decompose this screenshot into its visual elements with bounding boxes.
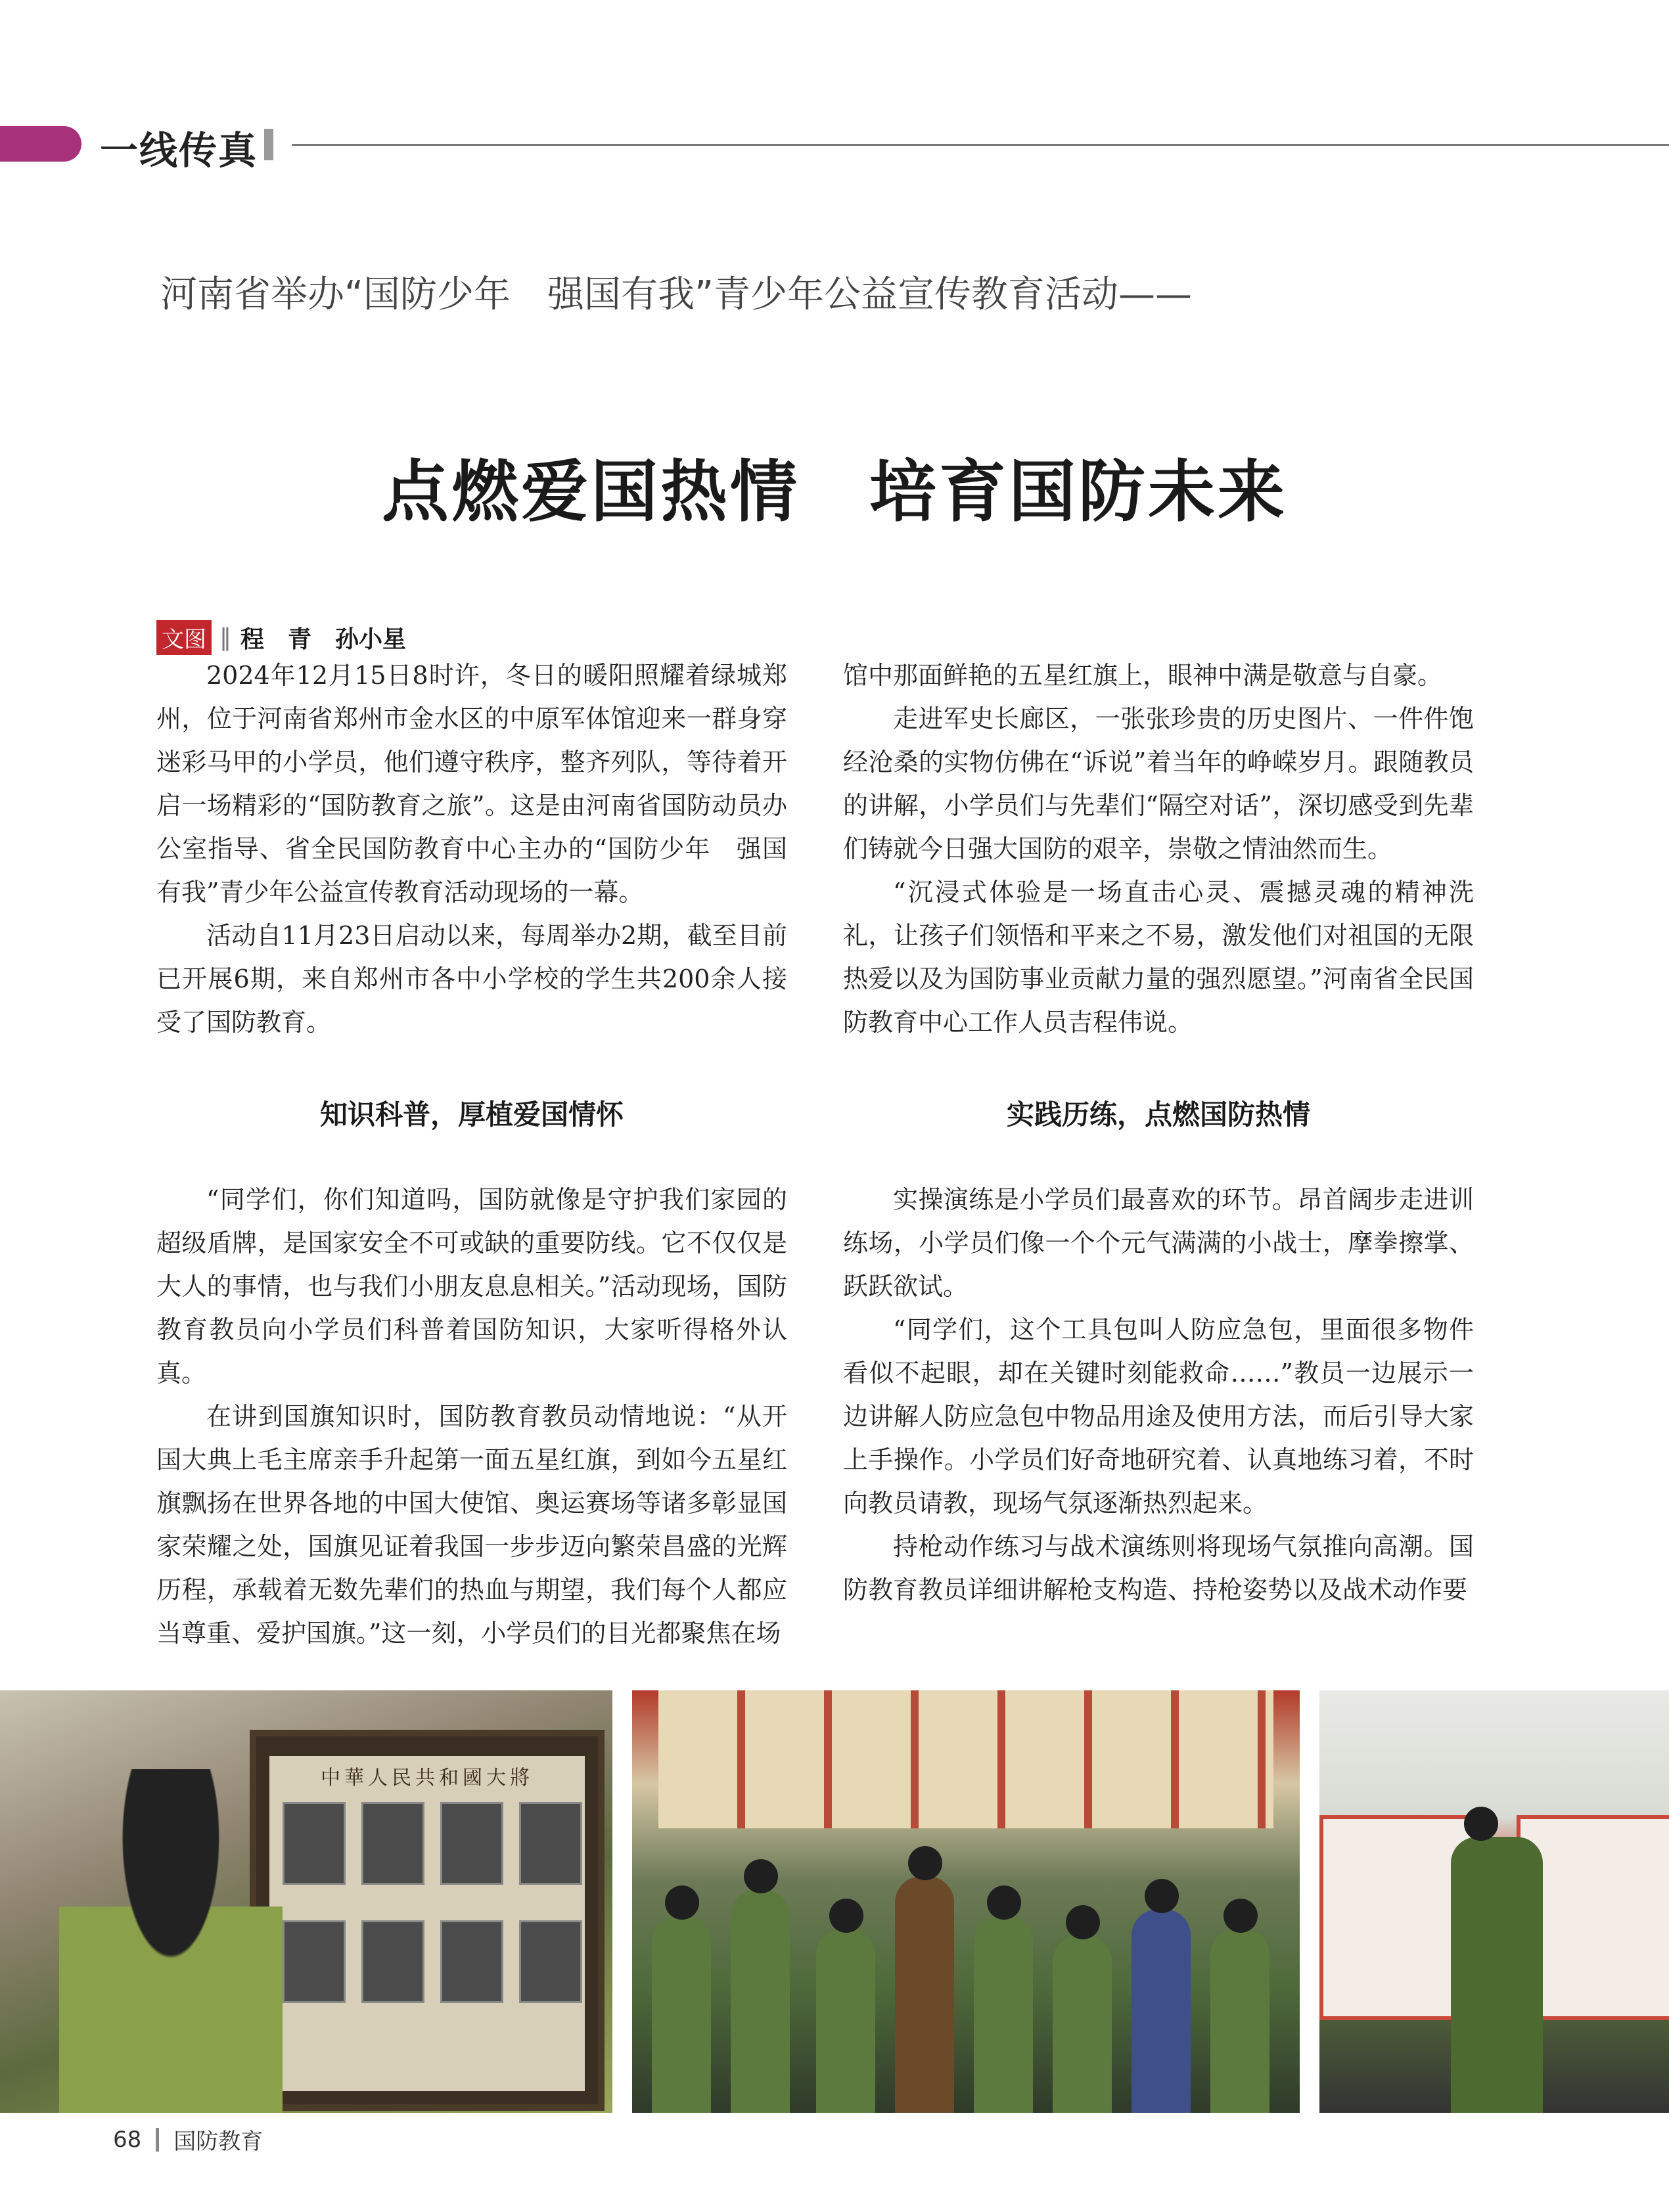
boy-figure (59, 1769, 283, 2113)
portrait (519, 1920, 582, 2003)
paragraph: 2024年12月15日8时许，冬日的暖阳照耀着绿城郑州，位于河南省郑州市金水区的中原军体馆迎来一群身穿迷彩马甲的小学员，他们遵守秩序，整齐列队，等待着开启一场精彩的“国防教育之旅”。这是由河南省国防动员办公室指导、省全民国防教育中心主办的“国防少年 强国有我”青少年公益宣传教育活动现场的一幕。 (156, 661, 787, 907)
section-rule (292, 144, 1669, 146)
byline (156, 620, 406, 655)
photo-generals-plaque (0, 1690, 612, 2113)
article-title: 点燃爱国热情 培育国防未来 (382, 453, 1287, 531)
section-divider-bar (264, 129, 273, 160)
student-figure (974, 1916, 1033, 2113)
student-figure (816, 1929, 875, 2113)
instructor-figure (895, 1876, 954, 2113)
paragraph: “沉浸式体验是一场直击心灵、震撼灵魂的精神洗礼，让孩子们领悟和平来之不易，激发他们对祖国的无限热爱以及为国防事业贡献力量的强烈愿望。”河南省全民国防教育中心工作人员吉程伟说。 (843, 878, 1474, 1037)
student-figure (1132, 1909, 1191, 2113)
magazine-name: 国防教育 (173, 2129, 263, 2155)
portrait (283, 1802, 346, 1885)
portrait (361, 1802, 424, 1885)
photo-emergency-kit (1319, 1690, 1669, 2113)
section1-heading: 知识科普，厚植爱国情怀 (319, 1098, 624, 1131)
footer-divider (156, 2128, 159, 2152)
student-with-vest (1451, 1837, 1543, 2113)
photo-history-corridor (632, 1690, 1300, 2113)
byline-tag: 文图 (156, 620, 212, 655)
intro-column (156, 654, 787, 1044)
student-figure (1210, 1929, 1269, 2113)
byline-separator: ‖ (219, 624, 231, 651)
paragraph: 实操演练是小学员们最喜欢的环节。昂首阔步走进训练场，小学员们像一个个元气满满的小战士，摩拳擦掌、跃跃欲试。 (843, 1185, 1474, 1301)
section2-heading: 实践历练，点燃国防热情 (1006, 1098, 1310, 1131)
plaque-title: 中華人民共和國大將 (321, 1767, 534, 1790)
student-figure (1053, 1935, 1112, 2113)
section-tab (0, 126, 81, 162)
byline-authors: 程 青 孙小星 (240, 626, 407, 653)
section1-column (156, 1178, 787, 1655)
page-footer (113, 2123, 263, 2156)
student-figure (652, 1916, 711, 2113)
paragraph: 走进军史长廊区，一张张珍贵的历史图片、一件件饱经沧桑的实物仿佛在“诉说”着当年的峥嵘岁月。跟随教员的讲解，小学员们与先辈们“隔空对话”，深切感受到先辈们铸就今日强大国防的艰辛，崇敬之情油然而生。 (843, 704, 1474, 863)
section2-column (843, 1178, 1474, 1612)
paragraph: 活动自11月23日启动以来，每周举办2期，截至目前已开展6期，来自郑州市各中小学校的学生共200余人接受了国防教育。 (156, 921, 787, 1037)
paragraph: 馆中那面鲜艳的五星红旗上，眼神中满是敬意与自豪。 (843, 661, 1443, 690)
paragraph: 在讲到国旗知识时，国防教育教员动情地说：“从开国大典上毛主席亲手升起第一面五星红旗，到如今五星红旗飘扬在世界各地的中国大使馆、奥运赛场等诸多彰显国家荣耀之处，国旗见证着我国一步步迈向繁荣昌盛的光辉历程，承载着无数先辈们的热血与期望，我们每个人都应当尊重、爱护国旗。”这一刻，小学员们的目光都聚焦在场 (156, 1402, 787, 1648)
student-figure (731, 1889, 790, 2113)
right-top-column (843, 654, 1474, 1044)
paragraph: 持枪动作练习与战术演练则将现场气氛推向高潮。国防教育教员详细讲解枪支构造、持枪姿势以及战术动作要 (843, 1532, 1474, 1604)
plaque-plate (269, 1756, 585, 2091)
history-display-board (658, 1690, 1273, 1828)
portrait (361, 1920, 424, 2003)
portrait (519, 1802, 582, 1885)
plaque-frame (250, 1730, 605, 2111)
portrait (440, 1802, 503, 1885)
paragraph: “同学们，这个工具包叫人防应急包，里面很多物件看似不起眼，却在关键时刻能救命……”教员一边展示一边讲解人防应急包中物品用途及使用方法，而后引导大家上手操作。小学员们好奇地研究着、认真地练习着，不时向教员请教，现场气氛逐渐热烈起来。 (843, 1315, 1474, 1518)
section-name: 一线传真 (100, 128, 258, 173)
portrait (440, 1920, 503, 2003)
paragraph: “同学们，你们知道吗，国防就像是守护我们家园的超级盾牌，是国家安全不可或缺的重要防线。它不仅仅是大人的事情，也与我们小朋友息息相关。”活动现场，国防教育教员向小学员们科普着国防知识，大家听得格外认真。 (156, 1185, 787, 1388)
portrait (283, 1920, 346, 2003)
article-subtitle: 河南省举办“国防少年 强国有我”青少年公益宣传教育活动—— (160, 273, 1193, 316)
page-number: 68 (113, 2126, 142, 2153)
